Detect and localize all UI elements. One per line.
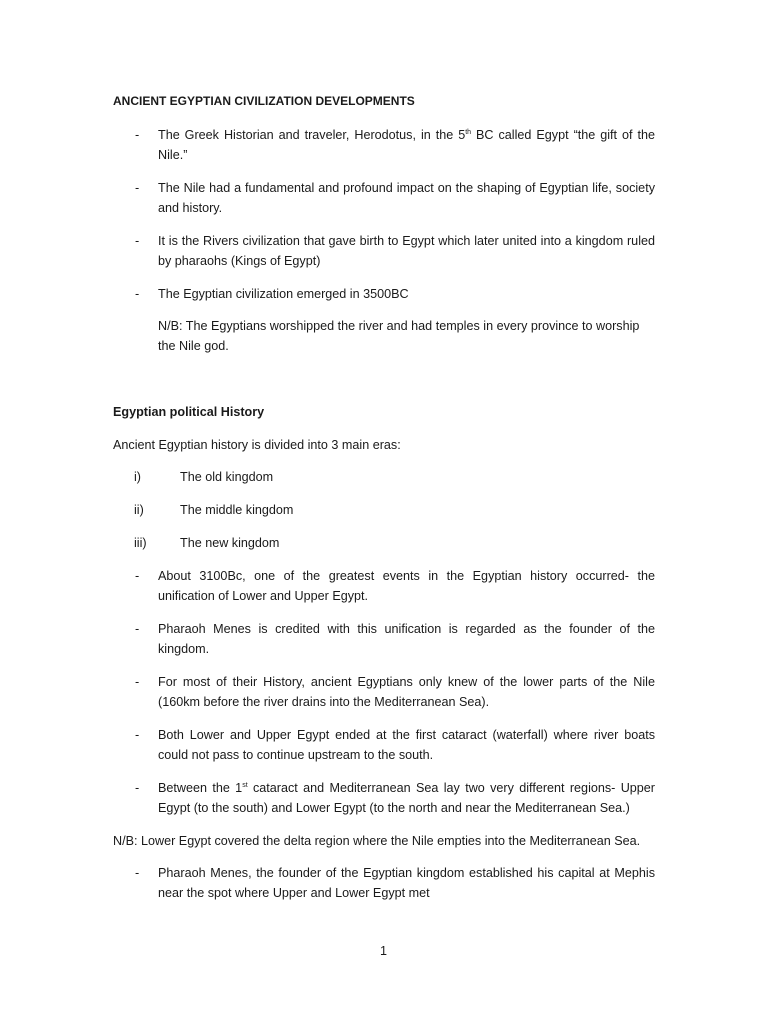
era-text: The middle kingdom <box>180 503 294 517</box>
note-paragraph: N/B: The Egyptians worshipped the river and had temples in every province to worship the Nile god. <box>158 319 640 353</box>
bullet-dash: - <box>135 781 140 795</box>
era-number: ii) <box>134 503 144 517</box>
bullet-text: For most of their History, ancient Egyptians only knew of the lower parts of the Nile (160km before the river drains into the Mediterranean Sea). <box>158 675 655 709</box>
bullet-dash: - <box>135 622 140 636</box>
intro-paragraph: Ancient Egyptian history is divided into 3 main eras: <box>113 438 401 452</box>
bullet-dash: - <box>135 728 140 742</box>
bullet-text: Between the 1st cataract and Mediterranean Sea lay two very different regions- Upper Egypt (to the south) and Lower Egypt (to the north and near the Mediterranean Sea.) <box>158 781 655 815</box>
document-title: ANCIENT EGYPTIAN CIVILIZATION DEVELOPMENTS <box>113 94 415 108</box>
bullet-dash: - <box>135 181 140 195</box>
bullet-text: About 3100Bc, one of the greatest events in the Egyptian history occurred- the unification of Lower and Upper Egypt. <box>158 569 655 603</box>
page-number: 1 <box>380 944 388 958</box>
bullet-text: Pharaoh Menes, the founder of the Egyptian kingdom established his capital at Mephis near the spot where Upper and Lower Egypt met <box>158 866 655 900</box>
era-text: The old kingdom <box>180 470 274 484</box>
bullet-dash: - <box>135 234 140 248</box>
bullet-text: The Greek Historian and traveler, Herodotus, in the 5th BC called Egypt “the gift of the Nile.” <box>158 128 656 162</box>
bullet-text: Both Lower and Upper Egypt ended at the first cataract (waterfall) where river boats could not pass to continue upstream to the south. <box>158 728 655 762</box>
era-number: iii) <box>134 536 147 550</box>
section-heading: Egyptian political History <box>113 405 265 419</box>
bullet-text: It is the Rivers civilization that gave birth to Egypt which later united into a kingdom ruled by pharaohs (Kings of Egypt) <box>158 234 655 268</box>
era-number: i) <box>134 470 141 484</box>
bullet-dash: - <box>135 866 140 880</box>
bullet-dash: - <box>135 128 140 142</box>
bullet-text: Pharaoh Menes is credited with this unification is regarded as the founder of the kingdom. <box>158 622 655 656</box>
bullet-dash: - <box>135 287 140 301</box>
bullet-text: The Nile had a fundamental and profound impact on the shaping of Egyptian life, society and history. <box>158 181 655 215</box>
bullet-text: The Egyptian civilization emerged in 3500BC <box>158 287 409 301</box>
era-text: The new kingdom <box>180 536 280 550</box>
bullet-dash: - <box>135 569 140 583</box>
bullet-dash: - <box>135 675 140 689</box>
note-paragraph: N/B: Lower Egypt covered the delta region where the Nile empties into the Mediterranean Sea. <box>113 834 641 848</box>
